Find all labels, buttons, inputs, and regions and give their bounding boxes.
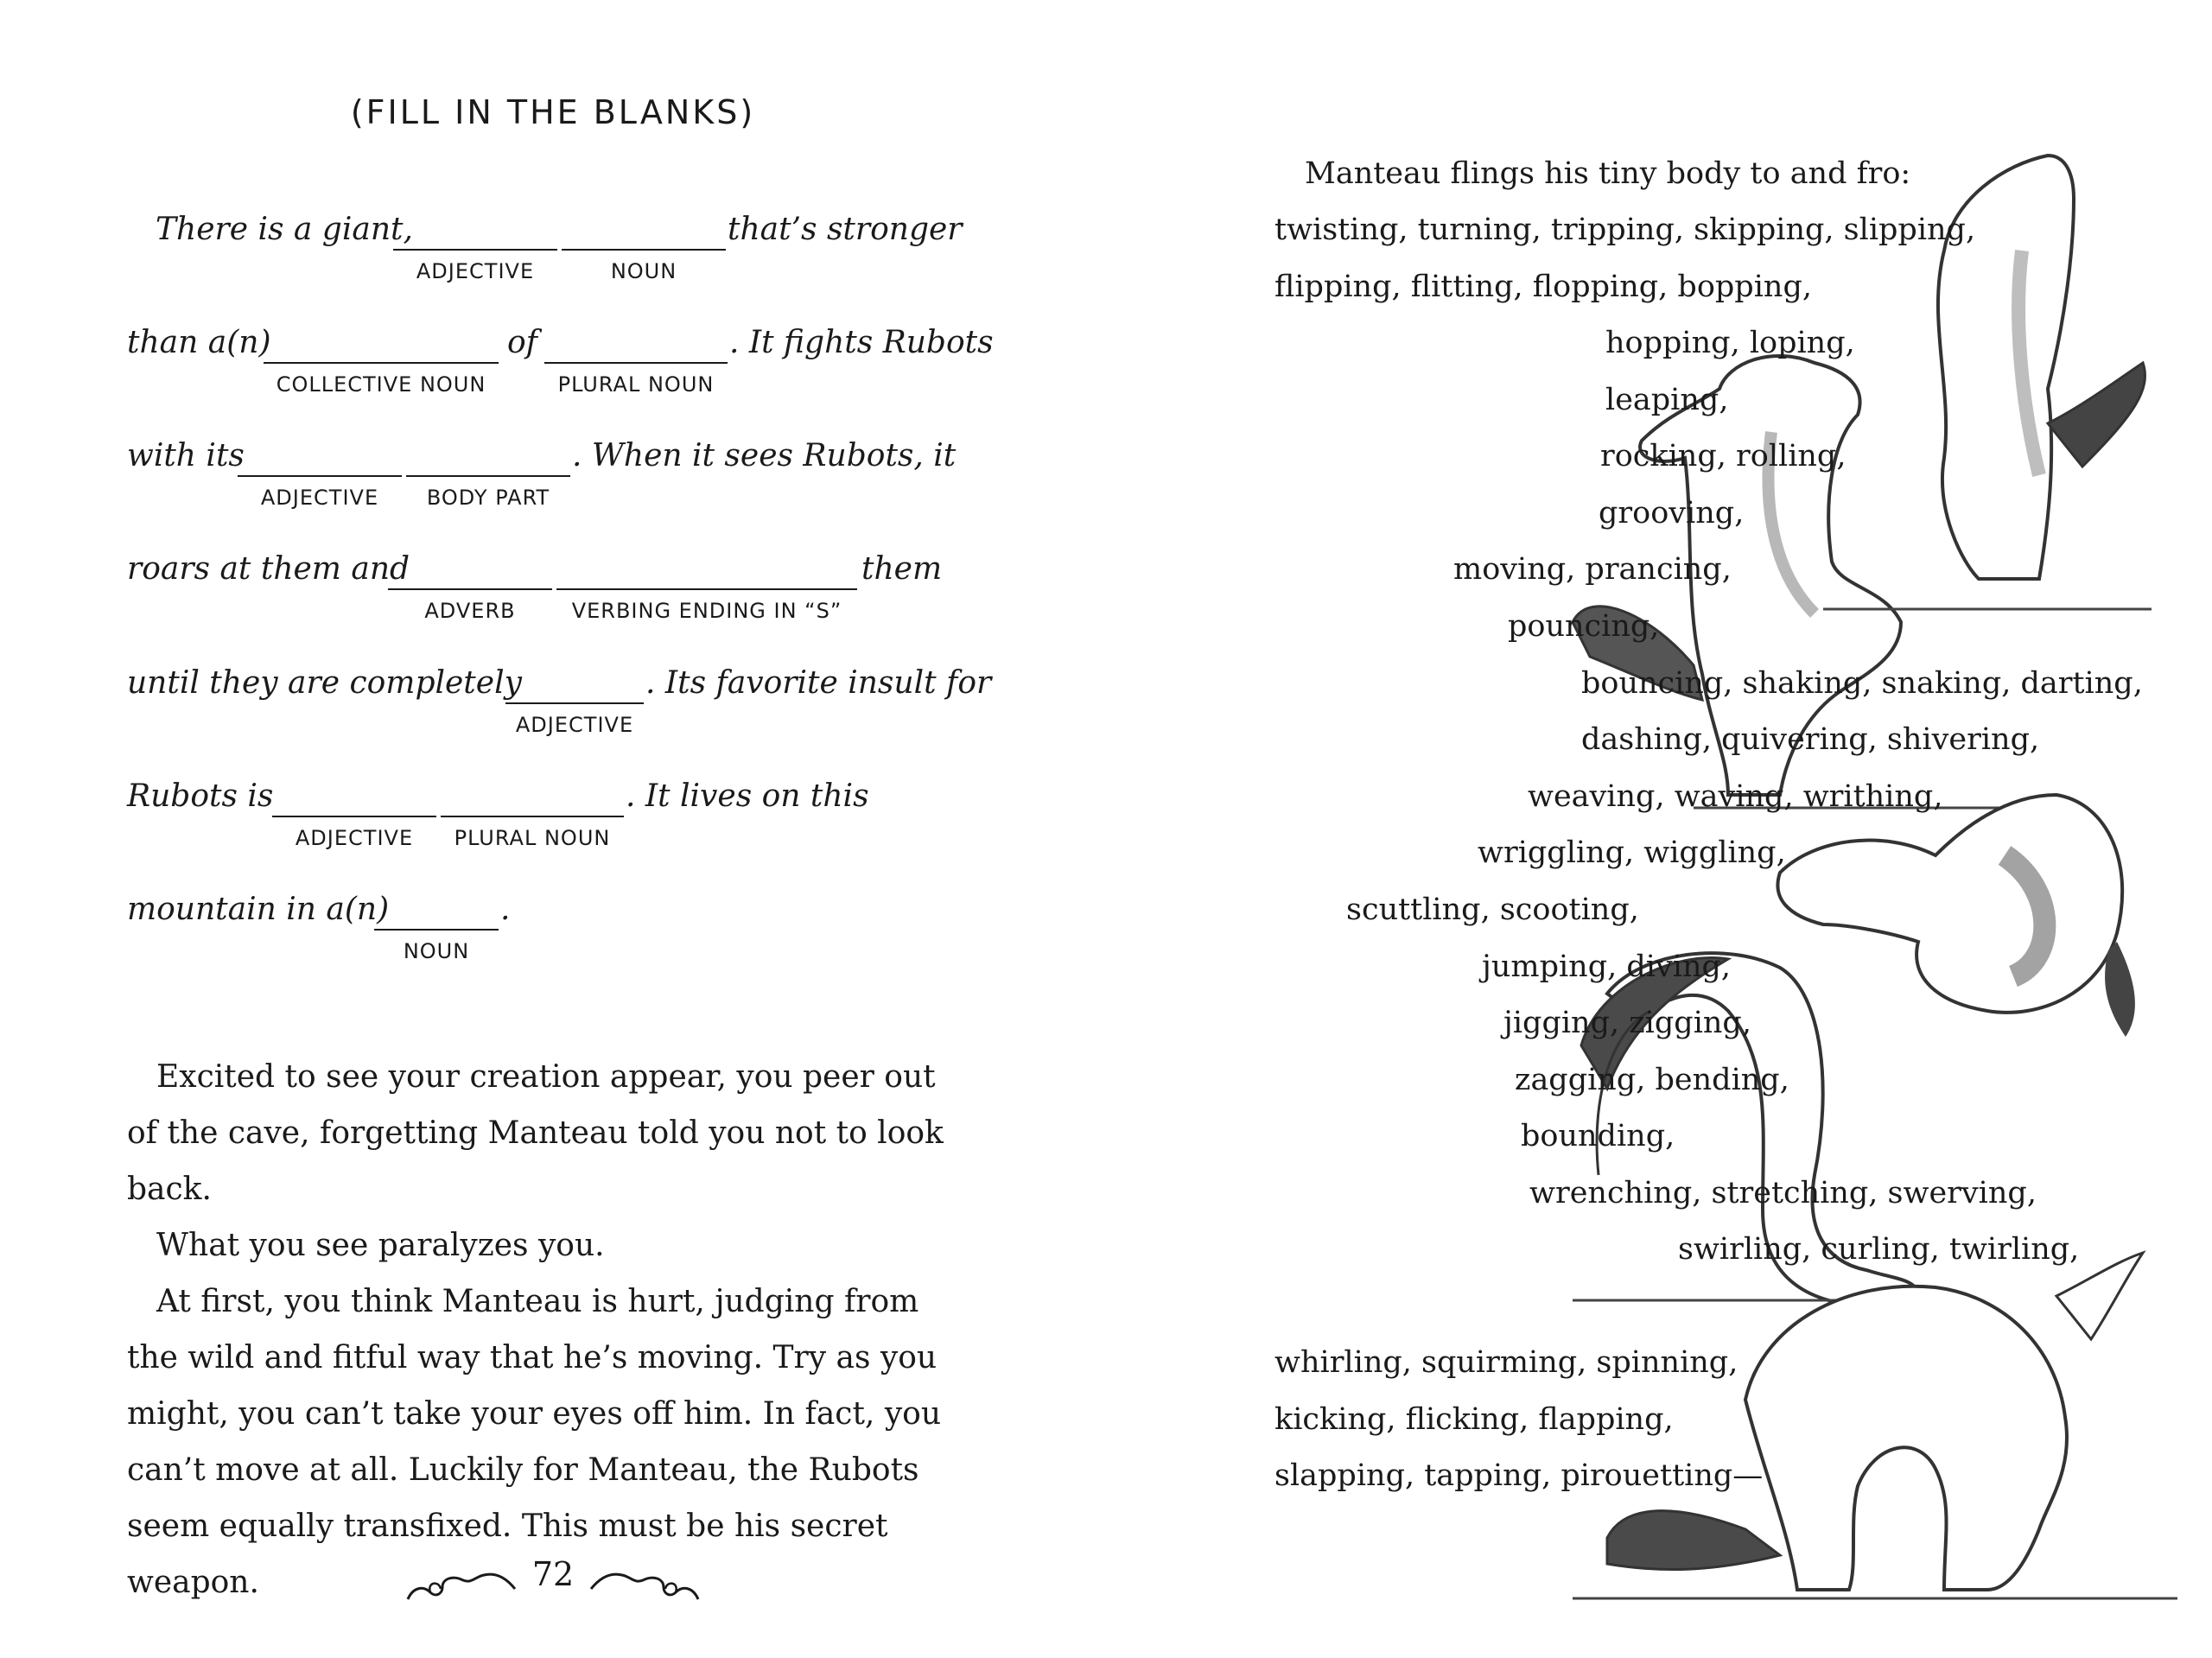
verse-line: kicking, flicking, flapping,	[1274, 1402, 1674, 1437]
verse-line: twisting, turning, tripping, skipping, slipping,	[1274, 213, 1976, 247]
story-text	[127, 1049, 974, 1610]
blank-body-part[interactable]	[406, 437, 570, 477]
madlib-text: of	[507, 325, 537, 360]
verse-line: wriggling, wiggling,	[1478, 835, 1786, 870]
madlib-text: with its	[127, 438, 245, 473]
madlib-text: . When it sees Rubots, it	[572, 438, 957, 473]
verse-line: hopping, loping,	[1605, 326, 1855, 360]
verse-line: bouncing, shaking, snaking, darting,	[1581, 666, 2143, 701]
verse-line: leaping,	[1605, 383, 1729, 417]
blank-noun[interactable]	[374, 891, 499, 931]
verse-line: scuttling, scooting,	[1346, 893, 1639, 927]
madlib-text: There is a giant,	[156, 212, 413, 247]
madlib-text: until they are completely	[127, 665, 522, 701]
verse-line: swirling, curling, twirling,	[1678, 1232, 2080, 1267]
madlib-text: roars at them and	[127, 551, 410, 587]
blank-adjective[interactable]	[505, 664, 644, 704]
verse-line: weaving, waving, writhing,	[1528, 779, 1943, 814]
right-page	[1106, 0, 2212, 1658]
madlib-text: . It fights Rubots	[729, 325, 994, 360]
blank-label: ADJECTIVE	[295, 826, 414, 850]
verse-line: slapping, tapping, pirouetting—	[1274, 1458, 1764, 1493]
verse-line: zagging, bending,	[1515, 1063, 1789, 1097]
madlib-text: mountain in a(n)	[127, 892, 390, 927]
madlib-text: .	[500, 892, 511, 927]
madlib-text: . It lives on this	[626, 778, 869, 814]
blank-plural-noun[interactable]	[441, 778, 624, 817]
blank-noun[interactable]	[562, 211, 726, 251]
flourish-right-icon	[588, 1568, 702, 1603]
blank-adjective[interactable]	[238, 437, 402, 477]
blank-collective-noun[interactable]	[264, 324, 499, 364]
verse-line: bounding,	[1521, 1119, 1675, 1153]
verse-line: rocking, rolling,	[1600, 439, 1847, 473]
blank-label: NOUN	[610, 259, 677, 283]
madlib-text: them	[861, 551, 943, 587]
blank-adjective[interactable]	[393, 211, 557, 251]
blank-adjective[interactable]	[272, 778, 436, 817]
verse-line: moving, prancing,	[1453, 552, 1732, 587]
verse-line: flipping, flitting, flopping, bopping,	[1274, 270, 1812, 304]
verse-line: whirling, squirming, spinning,	[1274, 1345, 1738, 1380]
story-paragraph: What you see paralyzes you.	[156, 1228, 605, 1263]
blank-label: ADJECTIVE	[260, 486, 379, 510]
story-paragraph: At first, you think Manteau is hurt, judging from the wild and fitful way that he’s moving. Try as you might, you can’t take your eyes off him. In fact, you can’t move at all. Luckily for Manteau, the Rubots seem equally transfixed. This must be his secret weapon.	[127, 1284, 942, 1600]
madlib-text: than a(n)	[127, 325, 271, 360]
blank-label: VERBING ENDING IN “S”	[571, 599, 842, 623]
madlib-text: . Its favorite insult for	[645, 665, 992, 701]
blank-label: ADVERB	[424, 599, 516, 623]
page-number: 72	[531, 1555, 575, 1593]
blank-plural-noun[interactable]	[544, 324, 728, 364]
blank-label: NOUN	[403, 939, 470, 963]
blank-label: PLURAL NOUN	[454, 826, 611, 850]
verse-line: dashing, quivering, shivering,	[1581, 722, 2040, 757]
blank-label: ADJECTIVE	[515, 713, 634, 737]
blank-label: PLURAL NOUN	[557, 372, 715, 397]
verse-line: jumping, diving,	[1482, 950, 1732, 984]
blank-label: BODY PART	[426, 486, 550, 510]
madlib-text: Rubots is	[127, 778, 274, 814]
story-paragraph: Excited to see your creation appear, you peer out of the cave, forgetting Manteau told you not to look back.	[127, 1059, 944, 1207]
blank-label: COLLECTIVE NOUN	[276, 372, 486, 397]
page-heading: (FILL IN THE BLANKS)	[350, 93, 756, 131]
verse-line: jigging, zigging,	[1503, 1006, 1751, 1040]
madlib-text: that’s stronger	[728, 212, 963, 247]
blank-adverb[interactable]	[388, 550, 552, 590]
blank-label: ADJECTIVE	[416, 259, 535, 283]
verse-line: wrenching, stretching, swerving,	[1529, 1176, 2037, 1210]
blank-verbing[interactable]	[556, 550, 857, 590]
verse-line: Manteau flings his tiny body to and fro:	[1305, 156, 1911, 191]
verse-line: grooving,	[1599, 496, 1745, 530]
verse-line: pouncing,	[1508, 609, 1660, 644]
